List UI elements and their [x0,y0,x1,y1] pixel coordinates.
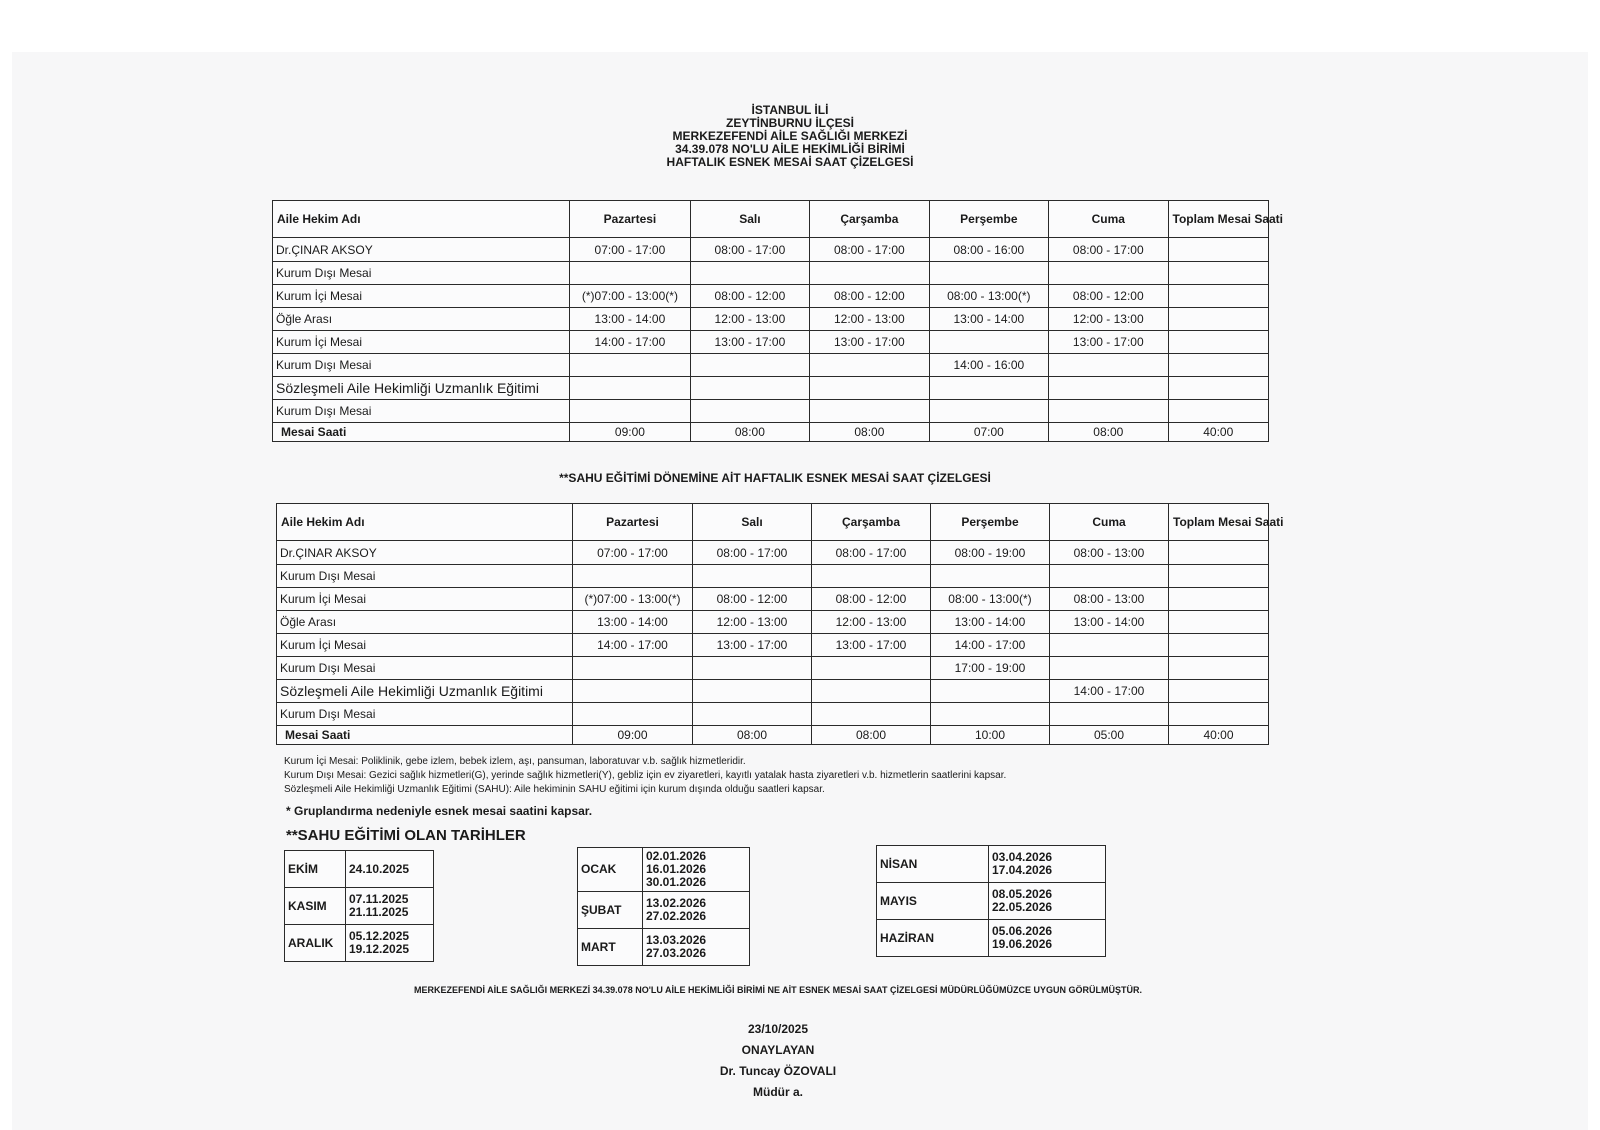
total-label: Mesai Saati [277,726,573,745]
date-value: 02.01.2026 [646,849,707,863]
row-label: Kurum İçi Mesai [273,331,570,354]
approver-title: Müdür a. [753,1085,803,1099]
table-row [277,703,1269,726]
date-cell [346,851,434,888]
date-value: 05.06.2026 [992,924,1053,938]
table-row [277,680,1269,703]
time-cell: 08:00 - 12:00 [1049,285,1168,308]
time-cell [1050,565,1169,588]
time-cell: (*)07:00 - 13:00(*) [570,285,690,308]
row-label: Kurum Dışı Mesai [273,354,570,377]
time-cell: 13:00 - 14:00 [1050,611,1169,634]
time-cell [929,377,1048,400]
time-cell [1169,588,1269,611]
row-label: Sözleşmeli Aile Hekimliği Uzmanlık Eğitimi [277,680,573,703]
time-cell: 17:00 - 19:00 [931,657,1050,680]
time-cell [810,400,929,423]
approver-role: ONAYLAYAN [741,1043,815,1057]
date-value: 16.01.2026 [646,862,707,876]
date-value: 17.04.2026 [992,863,1053,877]
total-row [273,423,1269,442]
time-cell: 14:00 - 17:00 [931,634,1050,657]
time-cell: 12:00 - 13:00 [690,308,809,331]
sahu-dates-table-2 [577,847,750,966]
time-cell: 08:00 - 13:00 [1050,541,1169,565]
date-value: 03.04.2026 [992,850,1053,864]
column-header: Toplam Mesai Saati [1168,201,1268,238]
approval-date: 23/10/2025 [747,1022,809,1036]
time-cell [1050,634,1169,657]
note-sahu: Sözleşmeli Aile Hekimliği Uzmanlık Eğitimi (SAHU): Aile hekiminin SAHU eğitimi için kurum dışında olduğu saatleri kapsar. [284,784,825,795]
total-value: 09:00 [570,423,690,442]
time-cell: 08:00 - 12:00 [812,588,931,611]
header-line-1: İSTANBUL İLİ [751,103,829,117]
time-cell: 13:00 - 17:00 [693,634,812,657]
approval-statement: MERKEZEFENDİ AİLE SAĞLIĞI MERKEZİ 34.39.078 NO'LU AİLE HEKİMLİĞİ BİRİMİ NE AİT ESNEK MESAİ SAAT ÇİZELGESİ MÜDÜRLÜĞÜMÜZCE UYGUN GÖRÜLMÜŞTÜR. [413,985,1142,995]
time-cell [1168,308,1268,331]
time-cell [810,377,929,400]
time-cell: 12:00 - 13:00 [810,308,929,331]
table-row [273,262,1269,285]
time-cell [573,565,693,588]
time-cell [1049,262,1168,285]
table-row [277,634,1269,657]
date-cell [989,846,1106,883]
date-value: 08.05.2026 [992,887,1053,901]
time-cell [1049,377,1168,400]
date-value: 13.02.2026 [646,896,707,910]
note-kurum-ici: Kurum İçi Mesai: Poliklinik, gebe izlem, bebek izlem, aşı, pansuman, laboratuvar v.b. sağlık hizmetleridir. [284,756,746,767]
time-cell [1049,400,1168,423]
time-cell [1169,680,1269,703]
sahu-dates-table-3 [876,845,1106,957]
time-cell [693,703,812,726]
time-cell [1050,703,1169,726]
column-header: Toplam Mesai Saati [1169,504,1269,541]
time-cell: 08:00 - 17:00 [812,541,931,565]
header-line-2: ZEYTİNBURNU İLÇESİ [725,116,854,130]
header-row [277,504,1269,541]
total-value: 40:00 [1168,423,1268,442]
time-cell [690,262,809,285]
time-cell: 13:00 - 17:00 [812,634,931,657]
column-header: Cuma [1050,504,1169,541]
date-cell [989,920,1106,957]
time-cell [690,354,809,377]
time-cell [1169,703,1269,726]
date-cell [643,892,750,929]
time-cell: 13:00 - 17:00 [690,331,809,354]
time-cell [1168,285,1268,308]
table-row [273,308,1269,331]
time-cell [929,262,1048,285]
table-row [277,657,1269,680]
date-value: 27.02.2026 [646,909,707,923]
date-value: 05.12.2025 [349,929,410,943]
table-row [273,400,1269,423]
time-cell: 13:00 - 14:00 [570,308,690,331]
table-row [277,611,1269,634]
time-cell: 13:00 - 14:00 [573,611,693,634]
time-cell [570,354,690,377]
total-value: 40:00 [1169,726,1269,745]
row-label: Kurum Dışı Mesai [277,703,573,726]
time-cell: 08:00 - 16:00 [929,238,1048,262]
time-cell [1049,354,1168,377]
month-label: NİSAN [877,846,989,883]
time-cell [812,657,931,680]
time-cell [573,657,693,680]
header-line-5: HAFTALIK ESNEK MESAİ SAAT ÇİZELGESİ [666,155,914,169]
table-row [277,588,1269,611]
table-row [273,331,1269,354]
row-label: Kurum Dışı Mesai [277,657,573,680]
row-label: Kurum Dışı Mesai [277,565,573,588]
month-row [285,851,434,888]
sahu-dates-table-1 [284,850,434,962]
row-label: Öğle Arası [273,308,570,331]
note-kurum-disi: Kurum Dışı Mesai: Gezici sağlık hizmetleri(G), yerinde sağlık hizmetleri(Y), gebliz için ev ziyaretleri, kayıtlı yatalak hasta ziyaretleri v.b. hizmetlerin saatlerini kapsar. [284,770,1007,781]
time-cell: 08:00 - 12:00 [810,285,929,308]
time-cell: 08:00 - 13:00(*) [929,285,1048,308]
row-label: Kurum Dışı Mesai [273,262,570,285]
table-row [277,541,1269,565]
schedule-table-regular [272,200,1284,442]
column-header: Salı [690,201,809,238]
date-value: 22.05.2026 [992,900,1053,914]
date-cell [643,929,750,966]
time-cell: 08:00 - 17:00 [810,238,929,262]
time-cell [690,400,809,423]
time-cell [931,680,1050,703]
time-cell [812,680,931,703]
time-cell [931,703,1050,726]
month-row [578,929,750,966]
row-label: Kurum İçi Mesai [273,285,570,308]
time-cell [1168,331,1268,354]
table-row [273,238,1269,262]
row-label: Kurum İçi Mesai [277,588,573,611]
column-header: Salı [693,504,812,541]
table-row [273,285,1269,308]
time-cell [1169,541,1269,565]
time-cell: (*)07:00 - 13:00(*) [573,588,693,611]
schedule-table-sahu [276,503,1284,745]
header-row [273,201,1269,238]
time-cell [1169,611,1269,634]
time-cell [693,565,812,588]
time-cell: 14:00 - 17:00 [1050,680,1169,703]
time-cell [929,331,1048,354]
date-value: 19.12.2025 [349,942,410,956]
column-header: Cuma [1049,201,1168,238]
total-value: 08:00 [693,726,812,745]
time-cell [693,680,812,703]
month-row [578,848,750,892]
total-value: 08:00 [690,423,809,442]
time-cell [573,703,693,726]
row-label: Dr.ÇINAR AKSOY [273,238,570,262]
time-cell [1169,565,1269,588]
time-cell: 12:00 - 13:00 [812,611,931,634]
row-label: Kurum Dışı Mesai [273,400,570,423]
time-cell [929,400,1048,423]
time-cell [570,377,690,400]
time-cell [1168,400,1268,423]
time-cell: 12:00 - 13:00 [1049,308,1168,331]
total-value: 08:00 [810,423,929,442]
date-value: 07.11.2025 [349,892,409,906]
time-cell [1168,377,1268,400]
date-value: 13.03.2026 [646,933,707,947]
time-cell [810,354,929,377]
time-cell: 13:00 - 14:00 [929,308,1048,331]
total-value: 07:00 [929,423,1048,442]
time-cell: 07:00 - 17:00 [573,541,693,565]
sahu-schedule-title: **SAHU EĞİTİMİ DÖNEMİNE AİT HAFTALIK ESNEK MESAİ SAAT ÇİZELGESİ [559,471,991,485]
month-label: MART [578,929,643,966]
time-cell [690,377,809,400]
month-label: HAZİRAN [877,920,989,957]
time-cell [1168,354,1268,377]
column-header: Pazartesi [570,201,690,238]
row-label: Dr.ÇINAR AKSOY [277,541,573,565]
table-row [273,354,1269,377]
time-cell: 08:00 - 13:00(*) [931,588,1050,611]
total-value: 10:00 [931,726,1050,745]
date-value: 30.01.2026 [646,875,707,889]
total-value: 08:00 [1049,423,1168,442]
time-cell [570,400,690,423]
time-cell: 07:00 - 17:00 [570,238,690,262]
table-row [277,565,1269,588]
time-cell: 08:00 - 17:00 [1049,238,1168,262]
time-cell [812,565,931,588]
time-cell [1168,262,1268,285]
sahu-dates-title: **SAHU EĞİTİMİ OLAN TARİHLER [286,827,526,844]
footnotes [284,755,1006,797]
month-row [877,883,1106,920]
total-label: Mesai Saati [273,423,570,442]
grouping-note: * Gruplandırma nedeniyle esnek mesai saatini kapsar. [286,804,593,818]
time-cell: 08:00 - 12:00 [693,588,812,611]
date-cell [346,888,434,925]
total-value: 05:00 [1050,726,1169,745]
date-cell [643,848,750,892]
time-cell: 14:00 - 17:00 [570,331,690,354]
time-cell [1169,634,1269,657]
row-label: Sözleşmeli Aile Hekimliği Uzmanlık Eğitimi [273,377,570,400]
time-cell: 08:00 - 12:00 [690,285,809,308]
month-row [578,892,750,929]
time-cell [573,680,693,703]
date-value: 19.06.2026 [992,937,1053,951]
date-value: 27.03.2026 [646,946,707,960]
column-header: Çarşamba [812,504,931,541]
date-value: 21.11.2025 [349,905,409,919]
time-cell: 14:00 - 17:00 [573,634,693,657]
time-cell: 14:00 - 16:00 [929,354,1048,377]
month-row [285,925,434,962]
column-header: Çarşamba [810,201,929,238]
total-value: 09:00 [573,726,693,745]
time-cell: 08:00 - 17:00 [690,238,809,262]
total-row [277,726,1269,745]
month-row [877,920,1106,957]
row-label: Kurum İçi Mesai [277,634,573,657]
month-label: EKİM [285,851,346,888]
date-cell [346,925,434,962]
total-value: 08:00 [812,726,931,745]
month-label: KASIM [285,888,346,925]
column-header: Pazartesi [573,504,693,541]
time-cell: 08:00 - 17:00 [693,541,812,565]
time-cell: 08:00 - 19:00 [931,541,1050,565]
time-cell [812,703,931,726]
signature-block [0,1019,1556,1103]
header-line-4: 34.39.078 NO'LU AİLE HEKİMLİĞİ BİRİMİ [675,142,905,156]
time-cell [570,262,690,285]
time-cell: 08:00 - 13:00 [1050,588,1169,611]
header-line-3: MERKEZEFENDİ AİLE SAĞLIĞI MERKEZİ [672,129,908,143]
month-label: OCAK [578,848,643,892]
approver-name: Dr. Tuncay ÖZOVALI [719,1064,837,1078]
month-row [285,888,434,925]
time-cell: 13:00 - 17:00 [810,331,929,354]
time-cell [931,565,1050,588]
column-header: Perşembe [929,201,1048,238]
time-cell: 13:00 - 14:00 [931,611,1050,634]
time-cell [1169,657,1269,680]
date-cell [989,883,1106,920]
month-label: ARALIK [285,925,346,962]
time-cell: 13:00 - 17:00 [1049,331,1168,354]
time-cell [810,262,929,285]
time-cell [1050,657,1169,680]
column-header: Aile Hekim Adı [277,504,573,541]
document-header [0,104,1580,169]
date-value: 24.10.2025 [349,861,410,876]
time-cell [693,657,812,680]
month-label: MAYIS [877,883,989,920]
table-row [273,377,1269,400]
month-row [877,846,1106,883]
row-label: Öğle Arası [277,611,573,634]
column-header: Aile Hekim Adı [273,201,570,238]
month-label: ŞUBAT [578,892,643,929]
time-cell: 12:00 - 13:00 [693,611,812,634]
column-header: Perşembe [931,504,1050,541]
time-cell [1168,238,1268,262]
